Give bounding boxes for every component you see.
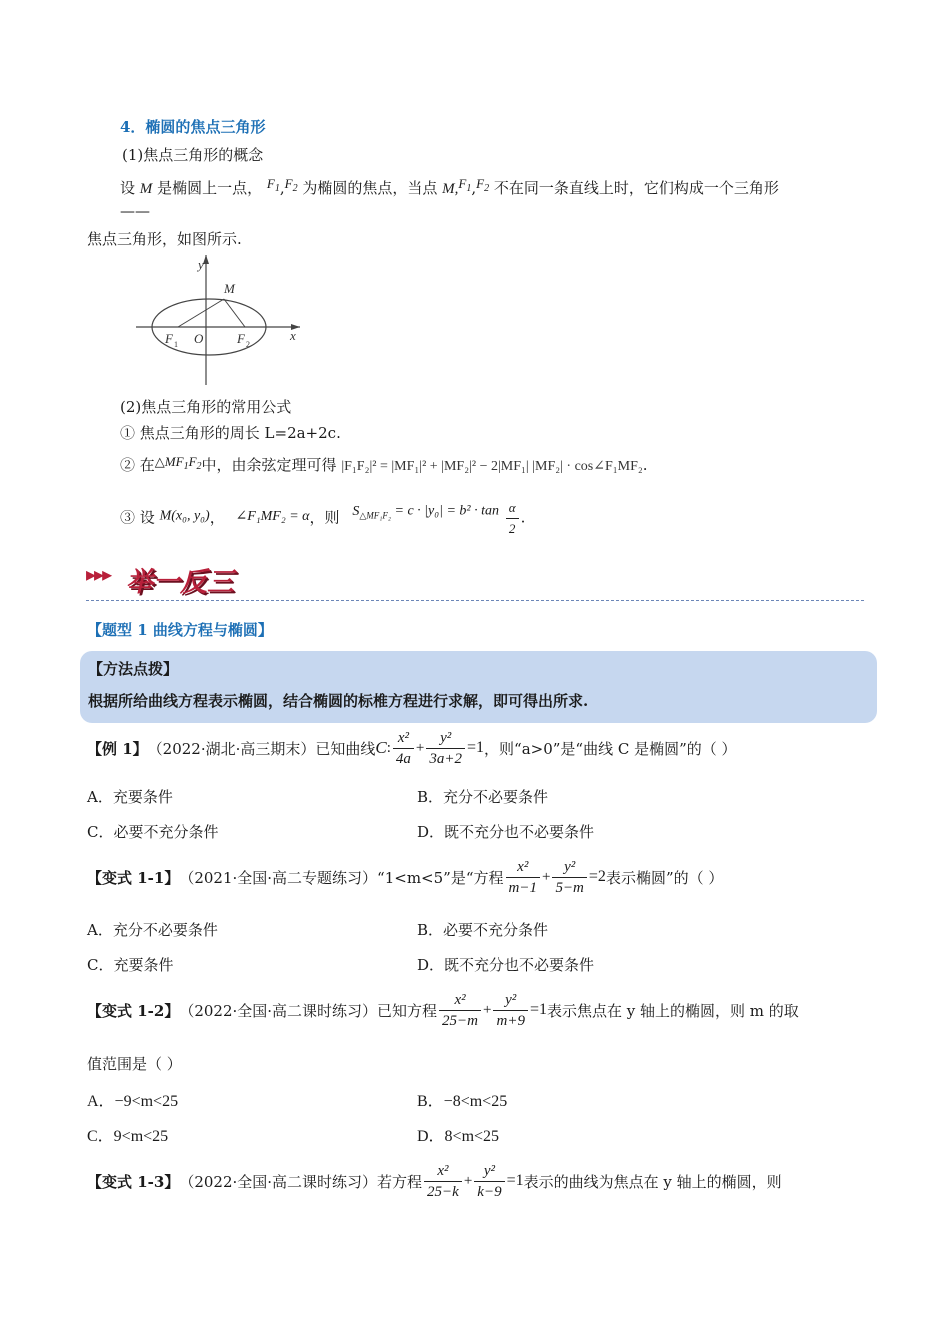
diagram-label-y: y — [198, 257, 204, 272]
diagram-label-o: O — [194, 331, 204, 346]
formula-perimeter: ① 焦点三角形的周长 L=2a+2c. — [120, 424, 341, 442]
subheading-formulas: (2)焦点三角形的常用公式 — [120, 398, 292, 416]
example-1-option-b: B．充分不必要条件 — [417, 788, 549, 806]
method-body: 根据所给曲线方程表示椭圆，结合椭圆的标椎方程进行求解，即可得出所求. — [88, 692, 589, 710]
diagram-label-m: M — [224, 281, 235, 296]
diagram-label-f1: F — [165, 331, 173, 346]
variant-1-2-option-d: D．8<m<25 — [417, 1128, 500, 1145]
variant-1-2-stem: 【变式 1-2】 （2022·全国·高二课时练习）已知方程 $\frac{\text{x²}}{25-m}$ + $\frac{\text{y²}}{m+9}$ =1 表示焦点在 y 轴上的椭圆，则 m 的取 — [87, 991, 799, 1029]
paragraph-line-2: 焦点三角形，如图所示. — [87, 230, 242, 248]
method-title: 【方法点拨】 — [88, 660, 179, 678]
paragraph-dash: —— — [120, 202, 150, 220]
ellipse-diagram — [130, 255, 310, 390]
variant-1-2-stem-cont: 值范围是（ ） — [87, 1055, 182, 1073]
variant-1-3-stem: 【变式 1-3】 （2022·全国·高二课时练习）若方程 $\frac{\text{x²}}{25-k}$ + $\frac{\text{y²}}{k-9}$ =1 表示的曲线为焦点在 y 轴上的椭圆，则 — [87, 1162, 782, 1200]
type-heading: 【题型 1 曲线方程与椭圆】 — [87, 621, 273, 639]
formula-cosine: ② 在$\triangle MF_1F_2$中，由余弦定理可得 |F₁F₂|² = |MF₁|² + |MF₂|² − 2|MF₁| |MF₂| · cos∠F₁MF₂. — [120, 454, 648, 474]
variant-1-2-option-a: A．−9<m<25 — [87, 1093, 179, 1110]
example-1-option-c: C．必要不充分条件 — [87, 823, 219, 841]
banner-title: 举一反三 — [126, 567, 234, 598]
example-1-option-d: D．既不充分也不必要条件 — [417, 823, 595, 841]
variant-1-1-option-b: B．必要不充分条件 — [417, 921, 549, 939]
subheading-concept: (1)焦点三角形的概念 — [122, 146, 264, 164]
variant-1-1-option-a: A．充分不必要条件 — [87, 921, 218, 939]
paragraph-line: 设 M 是椭圆上一点， $F_1,F_2$ 为椭圆的焦点，当点 $M,F_1,F_2$ 不在同一条直线上时，它们构成一个三角形 — [120, 176, 779, 197]
variant-1-2-option-c: C．9<m<25 — [87, 1128, 169, 1145]
svg-text:2: 2 — [246, 340, 250, 349]
diagram-label-f2: F — [237, 331, 245, 346]
method-box — [80, 651, 877, 723]
example-1-option-a: A．充要条件 — [87, 788, 173, 806]
variant-1-1-option-c: C．充要条件 — [87, 956, 174, 974]
formula-area: ③ 设 M(x₀, y₀)， ∠F₁MF₂ = α，则 $S^{\triangle MF_1F_2} = c \cdot |y_0| = b^2 \cdot \tan$ $\frac{\alpha}{2}$ . — [120, 498, 525, 539]
diagram-label-x: x — [290, 328, 296, 343]
section-heading: 4．椭圆的焦点三角形 — [120, 118, 266, 136]
variant-1-1-option-d: D．既不充分也不必要条件 — [417, 956, 595, 974]
variant-1-1-stem: 【变式 1-1】 （2021·全国·高二专题练习）“1<m<5”是“方程 $\frac{\text{x²}}{m-1}$ + $\frac{\text{y²}}{5-m}$ =2 表示椭圆”的（ ） — [87, 858, 724, 896]
banner-arrows: ▸▸▸ — [86, 562, 111, 586]
banner-divider — [86, 600, 864, 601]
example-1-stem: 【例 1】 （2022·湖北·高三期末）已知曲线 C : $\frac{\text{x²}}{4a}$ + $\frac{\text{y²}}{3a+2}$ =1 ，则“a>0”是“曲线 C 是椭圆”的（ ） — [87, 729, 737, 767]
variant-1-2-option-b: B．−8<m<25 — [417, 1093, 508, 1110]
svg-text:1: 1 — [174, 340, 178, 349]
